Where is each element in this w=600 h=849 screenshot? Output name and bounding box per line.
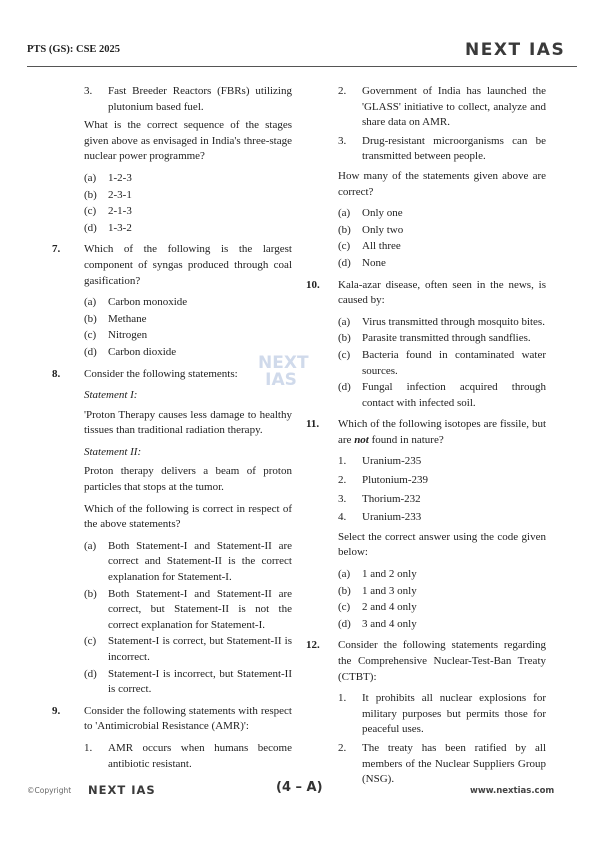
statement-item: [338, 84, 546, 131]
statement-text: Government of India has launched the 'GLASS' initiative to collect, analyze and share data on AMR.: [362, 85, 546, 129]
statement-number: 3.: [338, 134, 347, 147]
option-item: [338, 584, 546, 600]
statement-text: Proton therapy delivers a beam of proton particles that stops at the tumor.: [84, 465, 292, 494]
option-item: [84, 312, 292, 328]
statement-number: 1.: [338, 692, 347, 705]
option-item: [338, 239, 546, 255]
option-letter: (d): [338, 256, 351, 269]
option-item: [338, 600, 546, 616]
statement-text: The treaty has been ratified by all members of the Nuclear Suppliers Group (NSG).: [362, 741, 546, 786]
option-letter: (a): [338, 207, 351, 220]
option-item: [338, 380, 546, 411]
statement-item: [338, 473, 546, 489]
statement-label: Statement II:: [84, 445, 142, 458]
statement-item: [338, 510, 546, 526]
statement-item: [338, 492, 546, 508]
statements-list: [338, 454, 546, 525]
page-number: (4 – A): [276, 780, 323, 795]
option-text: Statement-I is incorrect, but Statement-II is correct.: [108, 667, 292, 696]
option-letter: (c): [84, 205, 97, 218]
statement-number: 2.: [338, 85, 347, 97]
option-text: 2 and 4 only: [362, 601, 417, 614]
question-text: Kala-azar disease, often seen in the news, is caused by:: [338, 278, 546, 307]
option-letter: (c): [84, 635, 97, 648]
option-item: [338, 206, 546, 222]
option-letter: (d): [338, 381, 351, 394]
option-letter: (b): [84, 312, 97, 325]
option-item: [84, 204, 292, 220]
option-item: [84, 539, 292, 586]
option-item: [338, 331, 546, 347]
options-list: [338, 567, 546, 632]
question-prompt: What is the correct sequence of the stages given above as envisaged in India's three-stage nuclear power programme?: [84, 119, 292, 163]
copyright-text: ©Copyright: [27, 786, 72, 795]
question-text: Consider the following statements with respect to 'Antimicrobial Resistance (AMR)':: [84, 704, 292, 733]
option-letter: (a): [338, 568, 351, 581]
question-text: Consider the following statements:: [84, 367, 238, 380]
option-item: [84, 587, 292, 634]
statement-item: [338, 134, 546, 165]
question-10: 10. Kala-azar disease, often seen in the news, is caused by: (a) Virus transmitted through mosquito bites. (b) Parasite transmitted through sandflies. (c) Bacteria found in contaminated water sources. (d) Fungal infection acquired through contact with infected soil.: [306, 278, 546, 412]
right-column: [306, 84, 546, 794]
option-item: [84, 667, 292, 698]
option-item: [338, 567, 546, 583]
header-divider: [27, 66, 577, 67]
statement-number: 2.: [338, 741, 347, 754]
option-item: [338, 315, 546, 331]
options-list: [84, 539, 292, 698]
statement-text: Uranium-235: [362, 455, 422, 468]
option-text: 1-3-2: [108, 221, 132, 234]
option-item: [84, 634, 292, 665]
option-item: [338, 348, 546, 379]
option-letter: (c): [338, 348, 351, 361]
brand-logo: NEXT IAS: [465, 40, 566, 60]
statement-item: [338, 741, 546, 788]
option-text: Statement-I is correct, but Statement-II is incorrect.: [108, 635, 292, 663]
option-text: 3 and 4 only: [362, 617, 417, 630]
option-text: Only one: [362, 207, 403, 220]
footer-brand-logo: NEXT IAS: [88, 783, 156, 797]
question-text: Which of the following is the largest component of syngas produced through coal gasification?: [84, 243, 292, 287]
option-text: Carbon monoxide: [108, 296, 188, 309]
statement-text: It prohibits all nuclear explosions for military purposes but permits those for peaceful uses.: [362, 692, 546, 736]
option-letter: (b): [84, 188, 97, 201]
option-text: Parasite transmitted through sandflies.: [362, 332, 531, 345]
option-item: [84, 345, 292, 361]
website-link[interactable]: www.nextias.com: [470, 786, 555, 796]
option-text: Carbon dioxide: [108, 345, 177, 358]
statement-number: 3.: [338, 492, 347, 505]
question-prompt: How many of the statements given above are correct?: [338, 169, 546, 198]
option-text: Bacteria found in contaminated water sources.: [362, 348, 546, 377]
option-letter: (a): [84, 296, 97, 309]
option-item: [84, 221, 292, 237]
statements-list: [338, 84, 546, 165]
option-text: None: [362, 256, 386, 269]
option-text: Virus transmitted through mosquito bites.: [362, 315, 545, 328]
option-letter: (d): [84, 667, 97, 680]
option-text: Both Statement-I and Statement-II are correct and Statement-II is the correct explanation for Statement-I.: [108, 539, 292, 584]
options-list: [338, 206, 546, 271]
option-letter: (d): [338, 617, 351, 630]
option-letter: (a): [338, 315, 351, 328]
statement-item: [338, 454, 546, 470]
statement-number: 1.: [338, 455, 347, 468]
question-text: Consider the following statements regarding the Comprehensive Nuclear-Test-Ban Treaty (CTBT):: [338, 639, 546, 683]
option-text: Fungal infection acquired through contact with infected soil.: [362, 381, 546, 409]
option-text: 1 and 2 only: [362, 568, 417, 581]
option-item: [338, 223, 546, 239]
options-list: [84, 295, 292, 360]
left-column: [52, 84, 292, 778]
option-letter: (a): [84, 171, 97, 184]
option-letter: (d): [84, 345, 97, 358]
option-text: Both Statement-I and Statement-II are correct, but Statement-II is not the correct explanation for Statement-I.: [108, 587, 292, 631]
statement-item: 3. Fast Breeder Reactors (FBRs) utilizing plutonium based fuel.: [84, 85, 292, 113]
options-list: [338, 315, 546, 412]
option-letter: (b): [84, 587, 97, 600]
statement-number: 4.: [338, 511, 347, 524]
statement-item: [338, 691, 546, 738]
question-8: 8. Consider the following statements: Statement I: 'Proton Therapy causes less damage to healthy tissues than traditional radiation therapy. Statement II: Proton therapy delivers a beam of proton particles that stops at the tumor. Which of the following is correct in respect of the above statements? (a) Both Statement-I and Statement-II are correct and Statement-II is the correct explanation for Statement-I. (b) Both Statement-I and Statement-II are correct, but Statement-II is not the correct explanation for Statement-I. (c) Statement-I is correct, but Statement-II is incorrect. (d) Statement-I is incorrect, but Statement-II is correct.: [52, 367, 292, 698]
statement-item: 1. AMR occurs when humans become antibiotic resistant.: [84, 741, 292, 770]
option-letter: (b): [338, 332, 351, 345]
question-text: Which of the following isotopes are fissile, but are not found in nature?: [338, 418, 546, 446]
option-letter: (c): [338, 240, 351, 253]
statement-number: 2.: [338, 474, 347, 487]
watermark-logo: NEXT IAS: [258, 353, 309, 390]
question-11: 11. Which of the following isotopes are fissile, but are not found in nature? 1. Uranium-235 2. Plutonium-239 3. Thorium-232 4. Uranium-233 Select the correct answer using the code given below: (a) 1 and 2 only (b) 1 and 3 only (c) 2 and 4 only (d) 3 and 4 only: [306, 417, 546, 632]
option-letter: (b): [338, 584, 351, 597]
option-item: [338, 617, 546, 633]
option-letter: (d): [84, 221, 97, 234]
statement-label: Statement I:: [84, 389, 138, 402]
option-letter: (c): [84, 329, 97, 342]
question-7: 7. Which of the following is the largest component of syngas produced through coal gasification? (a) Carbon monoxide (b) Methane (c) Nitrogen (d) Carbon dioxide: [52, 242, 292, 360]
question-prompt: Which of the following is correct in respect of the above statements?: [84, 502, 292, 531]
option-letter: (a): [84, 539, 97, 552]
question-9: 9. Consider the following statements with respect to 'Antimicrobial Resistance (AMR)': 1. AMR occurs when humans become antibiotic resistant.: [52, 704, 292, 772]
option-text: All three: [362, 240, 401, 253]
option-text: Methane: [108, 312, 147, 325]
option-text: 2-3-1: [108, 188, 132, 201]
option-text: 2-1-3: [108, 205, 132, 218]
option-letter: (c): [338, 601, 351, 614]
statement-text: Thorium-232: [362, 492, 421, 505]
question-12: 12. Consider the following statements regarding the Comprehensive Nuclear-Test-Ban Treaty (CTBT): 1. It prohibits all nuclear explosions for military purposes but permits those for peaceful uses. 2. The treaty has been ratified by all members of the Nuclear Suppliers Group (NSG).: [306, 638, 546, 787]
option-item: [338, 256, 546, 272]
options-list: [84, 171, 292, 236]
option-letter: (b): [338, 223, 351, 236]
statement-text: 'Proton Therapy causes less damage to healthy tissues than traditional radiation therapy.: [84, 408, 292, 437]
option-text: Only two: [362, 223, 404, 236]
exam-title: PTS (GS): CSE 2025: [27, 44, 121, 55]
statement-text: Uranium-233: [362, 511, 422, 524]
option-item: [84, 328, 292, 344]
question-prompt: Select the correct answer using the code given below:: [338, 530, 546, 559]
statements-list: [338, 691, 546, 788]
option-text: 1-2-3: [108, 171, 132, 184]
option-item: [84, 188, 292, 204]
statement-text: Plutonium-239: [362, 474, 429, 487]
option-text: 1 and 3 only: [362, 584, 417, 597]
option-text: Nitrogen: [108, 329, 148, 342]
option-item: [84, 295, 292, 311]
option-item: [84, 171, 292, 187]
statement-text: Drug-resistant microorganisms can be transmitted between people.: [362, 134, 546, 163]
